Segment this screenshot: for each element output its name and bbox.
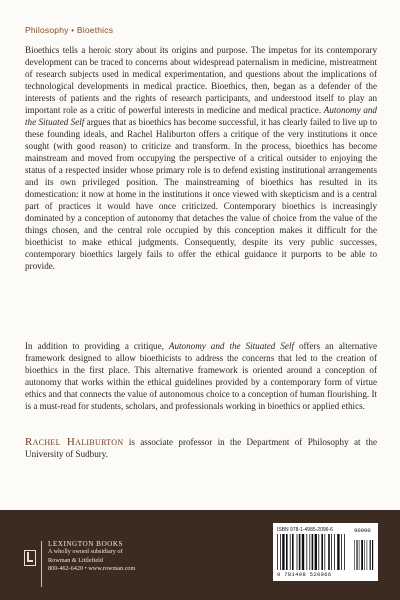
publisher-info	[48, 540, 135, 574]
publisher-line-2: Rowman & Littlefield	[48, 556, 103, 564]
isbn-label: ISBN 978-1-4985-2096-6	[277, 527, 333, 533]
logo-divider	[41, 541, 42, 587]
paragraph-text: In addition to providing a critique,	[25, 341, 169, 351]
paragraph-text: argues that as bioethics has become successful, it has clearly failed to live up to these founding ideals, and Rachel Haliburton offers a critique of the very institutions it once sought (with good reason) to criticize and transform. In the process, bioethics has become mainstream and moved from occupying the perspective of a critical outsider to enjoying the status of a respected insider whose primary role is to defend existing institutional arrangements and its own privileged position. The mainstreaming of bioethics has resulted in its domestication: it now at home in the institutions it once viewed with skepticism and is a central part of practices it would have once criticized. Contemporary bioethics is increasingly dominated by a conception of autonomy that detaches the value of choice from the value of the things chosen, and the central role occupied by this conception makes it difficult for the bioethicist to make ethical judgments. Consequently, despite its very public successes, contemporary bioethics largely fails to offer the ethical guidance it purports to be able to provide.	[25, 117, 377, 271]
publisher-contact: 800-462-6420 • www.rowman.com	[48, 565, 136, 573]
barcode-number: 9 781498 520966	[277, 572, 332, 578]
book-title: Autonomy and the Situated Self	[25, 105, 377, 127]
price-code: 90000	[354, 527, 371, 534]
publisher-line-1: A wholly owned subsidiary of	[48, 548, 123, 556]
publisher-logo-icon	[24, 550, 36, 566]
book-title: Autonomy and the Situated Self	[168, 341, 294, 351]
category-label: Philosophy • Bioethics	[25, 25, 114, 35]
author-name: Rachel Haliburton	[25, 436, 124, 448]
paragraph-text: Bioethics tells a heroic story about its origins and purpose. The impetus for its contemporary development can be traced to concerns about widespread paternalism in medicine, mistreatment of research subjects used in medical experimentation, and questions about the implications of technological developments in medical practice. Bioethics, then, began as a defender of the interests of patients and the rights of research participants, and understood itself to play an important role as a critic of powerful interests in medicine and medical practice.	[25, 45, 377, 115]
barcode-panel	[273, 523, 378, 581]
description-paragraph-1	[25, 44, 377, 272]
description-paragraph-2	[25, 340, 377, 412]
barcode-icon	[276, 534, 375, 571]
paragraph-text: offers an alternative framework designed to allow bioethicists to address the concerns that led to the creation of bioethics in the first place. This alternative framework is oriented around a conception of autonomy that works within the ethical guidelines provided by a contemporary form of virtue ethics and that connects the value of autonomous choice to a conception of human flourishing. It is a must-read for students, scholars, and professionals working in bioethics or applied ethics.	[25, 341, 378, 411]
publisher-name: LEXINGTON BOOKS	[48, 540, 124, 548]
bio-text: is associate professor in the Department of Philosophy at the University of Sudbury.	[25, 437, 377, 459]
author-bio	[25, 436, 377, 460]
